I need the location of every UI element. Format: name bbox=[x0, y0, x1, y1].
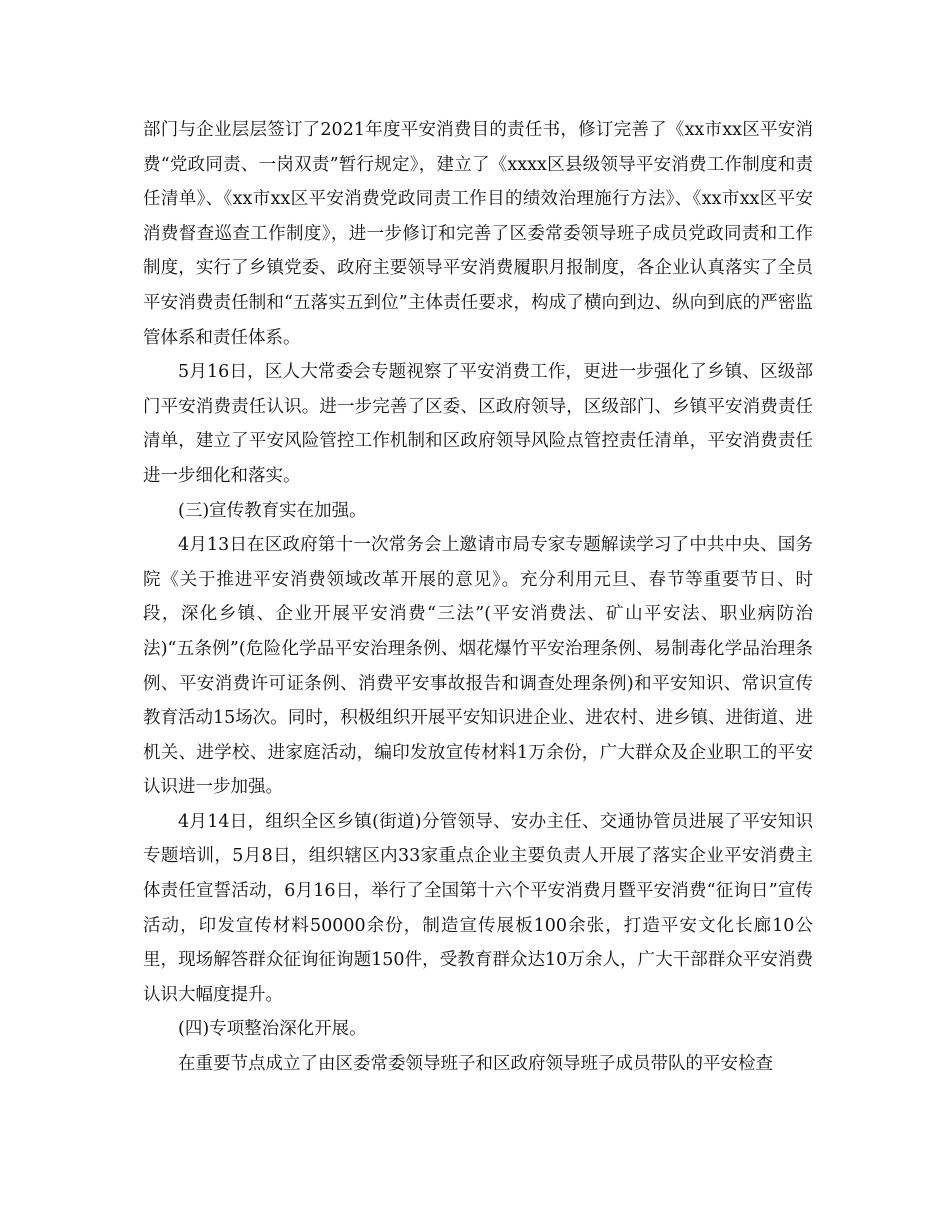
paragraph-april-14-training: 4月14日，组织全区乡镇(街道)分管领导、安办主任、交通协管员进展了平安知识专题培训，5月8日，组织辖区内33家重点企业主要负责人开展了落实企业平安消费主体责任宣誓活动，6月16日，举行了全国第十六个平安消费月暨平安消费“征询日”宣传活动，印发宣传材料50000余份，制造宣传展板100余张，打造平安文化长廊10公里，现场解答群众征询征询题150件，受教育群众达10万余人，广大干部群众平安消费认识大幅度提升。 bbox=[143, 811, 813, 1005]
document-body bbox=[143, 113, 813, 1082]
paragraph-people-congress-inspection: 5月16日，区人大常委会专题视察了平安消费工作，更进一步强化了乡镇、区级部门平安消费责任认识。进一步完善了区委、区政府领导，区级部门、乡镇平安消费责任清单，建立了平安风险管控工作机制和区政府领导风险点管控责任清单，平安消费责任进一步细化和落实。 bbox=[143, 362, 813, 486]
section-heading-publicity-education: (三)宣传教育实在加强。 bbox=[178, 500, 367, 521]
paragraph-april-13-publicity: 4月13日在区政府第十一次常务会上邀请市局专家专题解读学习了中共中央、国务院《关于推进平安消费领域改革开展的意见》。充分利用元旦、春节等重要节日、时段，深化乡镇、企业开展平安消费“三法”(平安消费法、矿山平安法、职业病防治法)“五条例”(危险化学品平安治理条例、烟花爆竹平安治理条例、易制毒化学品治理条例、平安消费许可证条例、消费平安事故报告和调查处理条例)和平安知识、常识宣传教育活动15场次。同时，积极组织开展平安知识进企业、进农村、进乡镇、进街道、进机关、进学校、进家庭活动，编印发放宣传材料1万余份，广大群众及企业职工的平安认识进一步加强。 bbox=[143, 535, 813, 798]
paragraph-responsibility-system: 部门与企业层层签订了2021年度平安消费目的责任书，修订完善了《xx市xx区平安消费“党政同责、一岗双责”暂行规定》，建立了《xxxx区县级领导平安消费工作制度和责任清单》、《xx市xx区平安消费党政同责工作目的绩效治理施行方法》、《xx市xx区平安消费督查巡查工作制度》，进一步修订和完善了区委常委领导班子成员党政同责和工作制度，实行了乡镇党委、政府主要领导平安消费履职月报制度，各企业认真落实了全员平安消费责任制和“五落实五到位”主体责任要求，构成了横向到边、纵向到底的严密监管体系和责任体系。 bbox=[143, 120, 813, 348]
paragraph-safety-inspection: 在重要节点成立了由区委常委领导班子和区政府领导班子成员带队的平安检查 bbox=[178, 1054, 773, 1075]
section-heading-special-rectification: (四)专项整治深化开展。 bbox=[178, 1019, 367, 1040]
